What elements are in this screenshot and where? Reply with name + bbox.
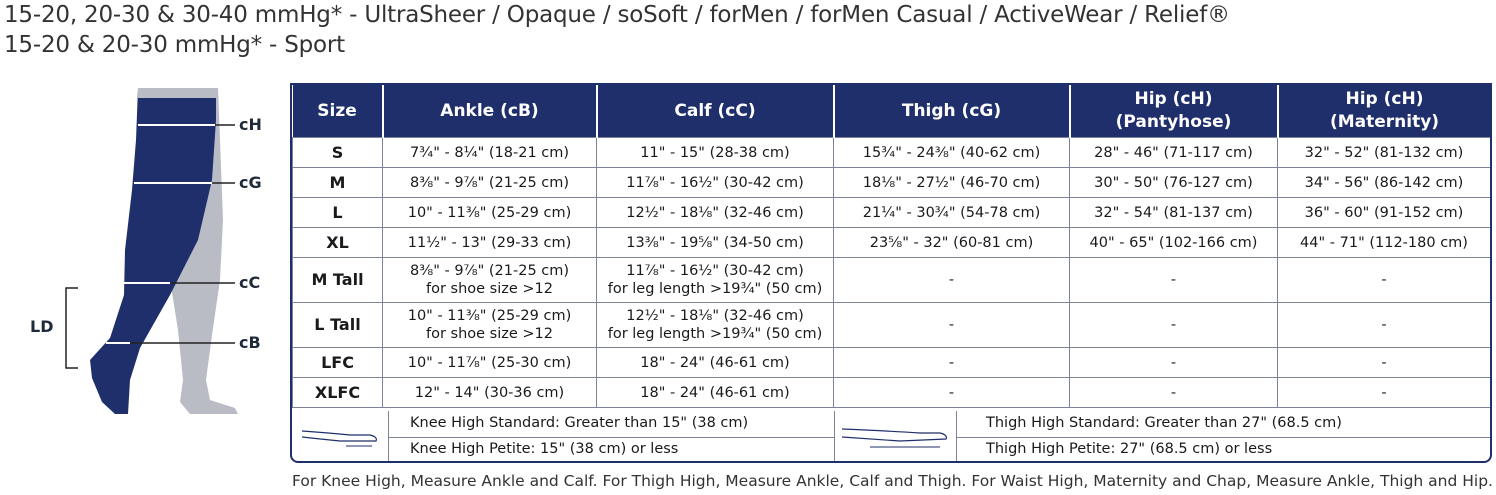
label-cg: cG bbox=[239, 173, 262, 192]
table-row: XL 11½" - 13" (29-33 cm) 13⅜" - 19⅝" (34-50 cm) 23⅝" - 32" (60-81 cm) 40" - 65" (102-166 cm) 44" - 71" (112-180 cm) bbox=[293, 228, 1491, 258]
table-row: L 10" - 11⅜" (25-29 cm) 12½" - 18⅛" (32-46 cm) 21¼" - 30¾" (54-78 cm) 32" - 54" (81-137 cm) 36" - 60" (91-152 cm) bbox=[293, 198, 1491, 228]
table-row: L Tall 10" - 11⅜" (25-29 cm) for shoe size >12 12½" - 18⅛" (32-46 cm) for leg length >19¾" (50 cm) - - - bbox=[293, 303, 1491, 348]
label-cc: cC bbox=[239, 273, 261, 292]
size-chart-table bbox=[290, 83, 1492, 463]
heading-line-1: 15-20, 20-30 & 30-40 mmHg* - UltraSheer / Opaque / soSoft / forMen / forMen Casual / ActiveWear / Relief® bbox=[4, 2, 1230, 28]
knee-high-petite: Knee High Petite: 15" (38 cm) or less bbox=[410, 441, 679, 457]
knee-high-standard: Knee High Standard: Greater than 15" (38 cm) bbox=[410, 415, 749, 431]
table-row: S 7¾" - 8¼" (18-21 cm) 11" - 15" (28-38 cm) 15¾" - 24⅜" (40-62 cm) 28" - 46" (71-117 cm) 32" - 52" (81-132 cm) bbox=[293, 138, 1491, 168]
header-hip-pantyhose: Hip (cH) (Pantyhose) bbox=[1070, 85, 1278, 138]
table-row: LFC 10" - 11⅞" (25-30 cm) 18" - 24" (46-61 cm) - - - bbox=[293, 348, 1491, 378]
header-calf: Calf (cC) bbox=[597, 85, 834, 138]
header-ankle: Ankle (cB) bbox=[383, 85, 597, 138]
leg-measurement-figure bbox=[20, 80, 290, 420]
table-row: M 8⅜" - 9⅞" (21-25 cm) 11⅞" - 16½" (30-42 cm) 18⅛" - 27½" (46-70 cm) 30" - 50" (76-127 cm) 34" - 56" (86-142 cm) bbox=[293, 168, 1491, 198]
label-cb: cB bbox=[239, 333, 261, 352]
label-ch: cH bbox=[239, 115, 262, 134]
label-ld: LD bbox=[30, 317, 54, 336]
table-row: M Tall 8⅜" - 9⅞" (21-25 cm) for shoe size >12 11⅞" - 16½" (30-42 cm) for leg length >19¾" (50 cm) - - - bbox=[293, 258, 1491, 303]
measurement-instructions: For Knee High, Measure Ankle and Calf. For Thigh High, Measure Ankle, Calf and Thigh. For Waist High, Maternity and Chap, Measure Ankle, Thigh and Hip. bbox=[292, 472, 1493, 490]
header-size: Size bbox=[293, 85, 383, 138]
thigh-high-stocking-icon bbox=[840, 425, 950, 451]
length-legend bbox=[292, 411, 1490, 463]
header-hip-maternity: Hip (cH) (Maternity) bbox=[1278, 85, 1491, 138]
table-row: XLFC 12" - 14" (30-36 cm) 18" - 24" (46-61 cm) - - - bbox=[293, 378, 1491, 408]
thigh-high-petite: Thigh High Petite: 27" (68.5 cm) or less bbox=[986, 441, 1273, 457]
header-thigh: Thigh (cG) bbox=[834, 85, 1070, 138]
thigh-high-standard: Thigh High Standard: Greater than 27" (68.5 cm) bbox=[986, 415, 1342, 431]
knee-high-stocking-icon bbox=[300, 427, 380, 449]
heading-line-2: 15-20 & 20-30 mmHg* - Sport bbox=[4, 32, 346, 58]
